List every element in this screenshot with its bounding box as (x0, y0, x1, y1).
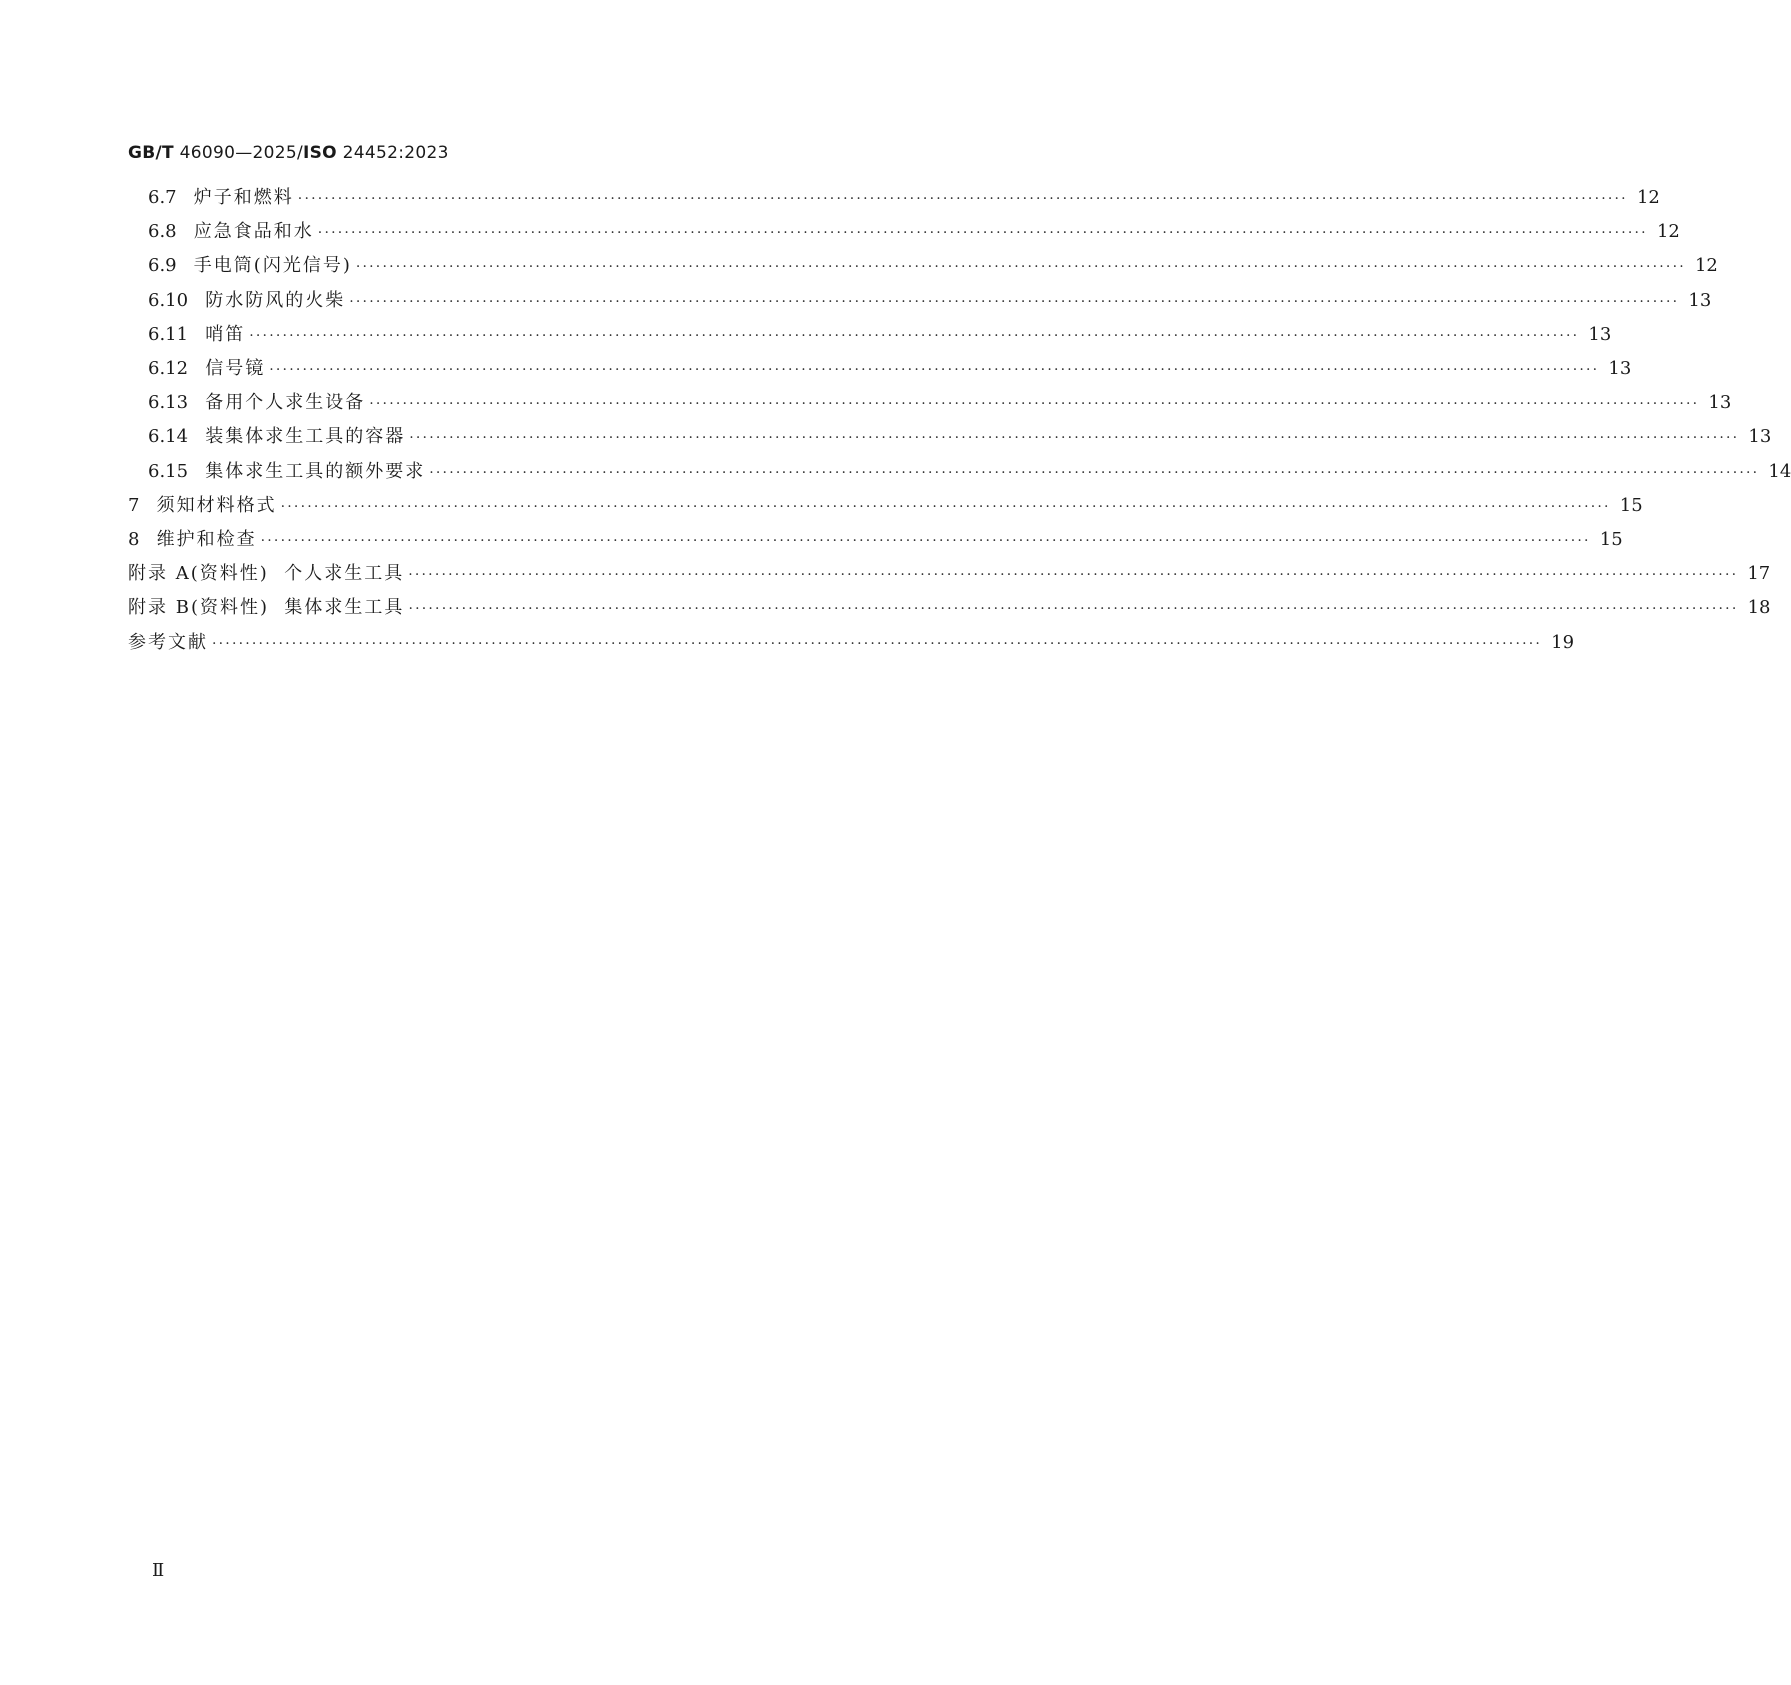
toc-entry[interactable] (148, 286, 1712, 312)
toc-entry-number: 8 (128, 529, 157, 550)
toc-entry-title: 应急食品和水 (193, 221, 314, 242)
toc-entry-page: 13 (1708, 392, 1732, 413)
toc-entry[interactable] (128, 628, 1575, 654)
toc-entry[interactable] (128, 491, 1643, 517)
toc-entry-title: 维护和检查 (156, 529, 257, 550)
toc-dot-leader: ········································································································································································································ (212, 636, 1543, 652)
toc-entry-title: 附录 A(资料性) 个人求生工具 (128, 563, 405, 584)
toc-entry[interactable] (148, 457, 1791, 483)
toc-dot-leader: ········································································································································································································ (409, 430, 1740, 446)
standard-number: 46090—2025/ (179, 143, 304, 163)
toc-entry-title: 备用个人求生设备 (205, 392, 366, 413)
toc-entry-page: 14 (1768, 461, 1791, 482)
toc-dot-leader: ········································································································································································································ (408, 601, 1739, 617)
toc-dot-leader: ········································································································································································································ (297, 191, 1628, 207)
document-header (128, 143, 449, 163)
toc-entry-page: 18 (1747, 597, 1771, 618)
toc-entry-number: 6.15 (148, 461, 206, 482)
toc-dot-leader: ········································································································································································································ (355, 259, 1686, 275)
toc-entry-title: 手电筒(闪光信号) (193, 255, 352, 276)
toc-entry-page: 13 (1608, 358, 1632, 379)
iso-label: ISO (303, 143, 337, 163)
toc-entry-page: 17 (1747, 563, 1771, 584)
toc-entry-title: 哨笛 (205, 324, 246, 345)
toc-dot-leader: ········································································································································································································ (280, 499, 1611, 515)
toc-entry-number: 7 (128, 495, 157, 516)
toc-entry[interactable] (148, 217, 1680, 243)
toc-entry-page: 12 (1636, 187, 1660, 208)
toc-entry-page: 19 (1551, 632, 1575, 653)
toc-dot-leader: ········································································································································································································ (317, 225, 1648, 241)
toc-entry[interactable] (148, 354, 1632, 380)
toc-dot-leader: ········································································································································································································ (260, 533, 1591, 549)
toc-entry-page: 13 (1588, 324, 1612, 345)
toc-entry[interactable] (128, 525, 1623, 551)
toc-entry-number: 6.10 (148, 290, 206, 311)
toc-entry-page: 12 (1694, 255, 1718, 276)
toc-entry-title: 信号镜 (205, 358, 266, 379)
toc-dot-leader: ········································································································································································································ (408, 567, 1739, 583)
toc-entry-number: 6.8 (148, 221, 194, 242)
toc-entry-number: 6.9 (148, 255, 194, 276)
toc-entry-page: 15 (1619, 495, 1643, 516)
toc-entry[interactable] (148, 183, 1660, 209)
toc-entry-page: 12 (1656, 221, 1680, 242)
toc-entry-title: 防水防风的火柴 (205, 290, 346, 311)
toc-entry[interactable] (128, 593, 1771, 619)
toc-entry-title: 集体求生工具的额外要求 (205, 461, 426, 482)
toc-entry-number: 6.12 (148, 358, 206, 379)
toc-entry[interactable] (148, 422, 1772, 448)
toc-entry-title: 炉子和燃料 (193, 187, 294, 208)
toc-dot-leader: ········································································································································································································ (249, 328, 1580, 344)
toc-entry-title: 装集体求生工具的容器 (205, 426, 406, 447)
toc-dot-leader: ········································································································································································································ (269, 362, 1600, 378)
toc-entry-title: 须知材料格式 (156, 495, 277, 516)
toc-dot-leader: ········································································································································································································ (369, 396, 1700, 412)
toc-entry-number: 6.14 (148, 426, 206, 447)
toc-entry-number: 6.13 (148, 392, 206, 413)
toc-entry-title: 参考文献 (128, 632, 208, 653)
toc-dot-leader: ········································································································································································································ (429, 465, 1760, 481)
iso-number: 24452:2023 (342, 143, 449, 163)
toc-entry-page: 13 (1688, 290, 1712, 311)
toc-entry-page: 15 (1599, 529, 1623, 550)
page-folio: Ⅱ (152, 1560, 165, 1581)
toc-entry-title: 附录 B(资料性) 集体求生工具 (128, 597, 405, 618)
toc-entry-page: 13 (1748, 426, 1772, 447)
toc-entry[interactable] (148, 320, 1612, 346)
toc-entry-number: 6.7 (148, 187, 194, 208)
toc-entry[interactable] (128, 559, 1771, 585)
toc-entry[interactable] (148, 251, 1718, 277)
toc-entry-number: 6.11 (148, 324, 206, 345)
toc-entry[interactable] (148, 388, 1732, 414)
standard-code: GB/T (128, 143, 174, 163)
toc-dot-leader: ········································································································································································································ (349, 294, 1680, 310)
